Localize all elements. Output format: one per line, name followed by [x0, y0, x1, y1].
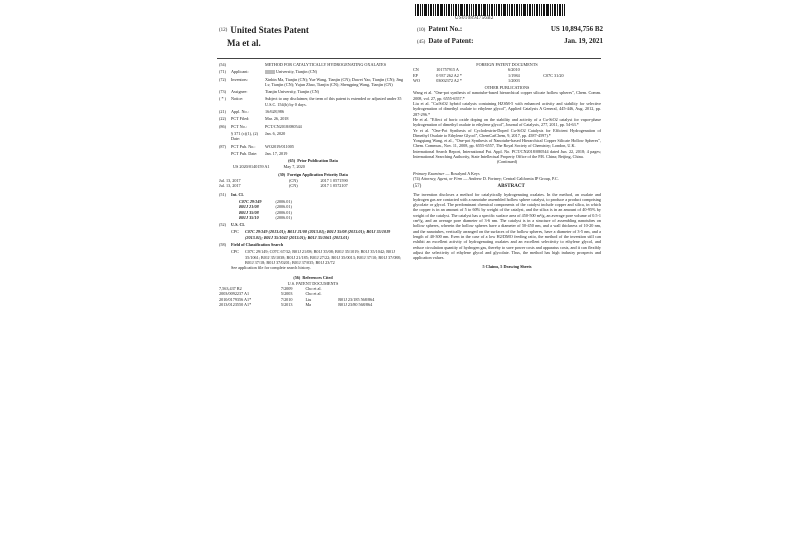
- foreign-doc-row: [413, 78, 601, 83]
- barcode-bar: [536, 4, 538, 16]
- field-key: PCT No.:: [231, 123, 247, 129]
- barcode-bar: [415, 4, 416, 16]
- field-value: [265, 69, 407, 74]
- foreign-doc-row-cell: 03002372 A2 *: [436, 77, 463, 83]
- priority-row-cell: (CN): [289, 183, 298, 189]
- barcode-bar: [514, 4, 515, 16]
- publication-item: Wang et al. "One-pot synthesis of nanotube-based hierarchical copper silicate hollow spheres", Chem. Comm. 2008, vol. 27, pp. 6555-6557.*: [413, 90, 601, 101]
- field-row: [219, 62, 407, 67]
- abstract-text: The invention discloses a method for catalytically hydrogenating oxalates. In the method, an oxalate and hydrogen gas are contacted with a nanotube assembled hollow sphere catalyst, to produce a product comprising glycolate or glycol. The predominant chemical components of the catalyst include copper and silica, in which the copper is in an amount of 5 to 60% by weight of the catalyst, and the silica is in an amount of 40-95% by weight of the catalyst. The catalyst has a specific surface area of 450-500 m²/g, an average pore volume of 0.5-1 cm³/g, and an average pore diameter of 3-6 nm. The catalyst is in a structure of assembling nanotubes on hollow spheres, wherein the hollow spheres have a diameter of 50-450 nm, and a wall thickness of 10-20 nm, and the nanotubes, vertically arranged on the surfaces of the hollow spheres, have a diameter of 3-5 nm, and a length of 40-300 nm. Even in the case of a low H2/DMO feeding ratio, the method of the invention still can exhibit an excellent activity of hydrogenating oxalates and an excellent selectivity to ethylene glycol, and reduce circulation quantity of hydrogen gas, thereby to save power costs and apparatus costs, and it can flexibly adjust the selectivity of ethylene glycol and glycolate. Thus, the method has high industry prospects and application values.: [413, 191, 601, 261]
- priority-row: [219, 183, 407, 188]
- field-value-text: Jan. 17, 2019: [265, 150, 288, 156]
- foreign-doc-row-cell: 6/2010: [508, 67, 520, 73]
- foreign-doc-row-cell: EP: [413, 72, 418, 78]
- barcode-bar: [529, 4, 531, 16]
- int-cl-row-cell: C07C 29/149: [239, 198, 262, 204]
- barcode-bar: [564, 4, 565, 16]
- field-key: [231, 62, 265, 67]
- us-cl-field: (52) U.S. Cl.: [219, 222, 245, 228]
- field-value: [265, 77, 407, 88]
- barcode-bar: [433, 4, 434, 16]
- us-cl-cpc: CPC C07C 29/149 (2013.01); B01J 21/08 (2013.01); B01J 35/08 (2013.01); B01J 35/1019 (2013.01); B01J 35/1042 (2013.01); B01J 35/1061 (2013.01): [231, 229, 391, 240]
- barcode-bar: [420, 4, 421, 16]
- barcode-bar: [503, 4, 506, 16]
- field-row: [219, 89, 407, 94]
- priority-row-cell: (CN): [289, 178, 298, 184]
- barcode-bar: [471, 4, 472, 16]
- other-pubs-list: [413, 90, 601, 159]
- barcode-bar: [541, 4, 542, 16]
- barcode-bar: [469, 4, 470, 16]
- field-value-text: Jan. 6, 2020: [265, 130, 286, 136]
- reference-row-cell: Ma: [305, 301, 312, 307]
- foreign-docs-title: FOREIGN PATENT DOCUMENTS: [476, 62, 538, 67]
- reference-row: [219, 302, 407, 307]
- field-key: Applicant:: [231, 69, 249, 75]
- barcode-bar: [448, 4, 450, 16]
- barcode-bar: [523, 4, 526, 16]
- field-key: PCT Pub. No.:: [231, 143, 256, 149]
- field-row: [219, 96, 407, 107]
- int-cl-row-cell: (2006.01): [275, 198, 292, 204]
- barcode-bar: [519, 4, 520, 16]
- barcode: [415, 4, 591, 16]
- field-key: Notice:: [231, 96, 244, 102]
- patent-date-line: (45) Date of Patent: Jan. 19, 2021: [417, 37, 603, 45]
- field-value: [265, 151, 407, 156]
- foreign-priority-table: [219, 178, 407, 189]
- barcode-bar: [466, 4, 468, 16]
- barcode-bar: [539, 4, 540, 16]
- barcode-bar: [444, 4, 445, 16]
- field-value: [265, 109, 407, 114]
- barcode-bar: [554, 4, 556, 16]
- int-cl-table: [239, 199, 294, 220]
- right-column: [413, 62, 601, 270]
- barcode-bar: [550, 4, 551, 16]
- bibliographic-fields: [219, 62, 407, 156]
- foreign-docs-table: [413, 67, 601, 83]
- field-search-field: (58) Field of Classification Search: [219, 242, 284, 248]
- barcode-bar: [487, 4, 488, 16]
- reference-row-cell: 7/2010: [280, 296, 293, 302]
- foreign-doc-row-cell: 0 937 262 A2 *: [436, 72, 463, 78]
- field-num: (73): [219, 89, 226, 95]
- barcode-bar: [521, 4, 522, 16]
- int-cl-row-cell: B01J 21/08: [239, 204, 259, 210]
- field-num: (72): [219, 76, 226, 82]
- reference-row-cell: 7,563,437 B2: [219, 286, 242, 292]
- field-row: [219, 151, 407, 156]
- foreign-priority-title: (30) Foreign Application Priority Data: [278, 171, 348, 177]
- barcode-bar: [428, 4, 429, 16]
- field-row: [219, 69, 407, 74]
- field-value: [265, 144, 407, 149]
- barcode-bar: [417, 4, 419, 16]
- field-value-text: Mar. 26, 2018: [265, 116, 289, 122]
- reference-row-cell: 2013/0123550 A1*: [219, 301, 252, 307]
- barcode-bar: [483, 4, 486, 16]
- reference-row-cell: B01J 23/185 568/864: [338, 296, 375, 302]
- barcode-bar: [422, 4, 423, 16]
- reference-row-cell: 2010/0179356 A1*: [219, 296, 252, 302]
- barcode-bar: [451, 4, 452, 16]
- int-cl-row-cell: B01J 35/08: [239, 209, 259, 215]
- reference-row-cell: 5/2003: [280, 291, 293, 297]
- field-value-text: PCT/CN2018/080544: [265, 123, 302, 129]
- barcode-bar: [498, 4, 500, 16]
- field-num: (87): [219, 143, 226, 149]
- patent-type-line: (12) United States Patent: [219, 25, 309, 35]
- references-table: [219, 286, 407, 307]
- barcode-bar: [455, 4, 457, 16]
- foreign-doc-row-cell: [543, 78, 601, 83]
- prior-pub-title: (65) Prior Publication Data: [288, 158, 338, 164]
- publication-item: Liu et al. "Cu/SiO2 hybrid catalysts containing HZSM-5 with enhanced activity and stability for selective hydrogenation of dimethyl oxalate to ethylene glycol", Applied Catalysis A General, 445-446, Aug. 2012, pp. 287-296.*: [413, 101, 601, 117]
- barcode-bar: [534, 4, 535, 16]
- publication-item: Ye et al. "One-Pot Synthesis of Cyclodextrin-Doped Cu-SiO2 Catalysts for Efficient Hydrogenation of Dimethyl Oxalate to Ethylene Glycol", ChemCatChem, 9, 2017, pp. 4587-4597).*: [413, 127, 601, 138]
- foreign-doc-row-cell: 1/1984: [508, 72, 520, 78]
- barcode-bar: [543, 4, 545, 16]
- barcode-bar: [507, 4, 508, 16]
- field-row: [219, 124, 407, 129]
- left-column: [219, 62, 407, 307]
- foreign-doc-row-cell: CN: [413, 67, 419, 73]
- barcode-bar: [481, 4, 482, 16]
- priority-row-cell: Jul. 13, 2017: [219, 183, 241, 189]
- field-value-text: WO2019/011005: [265, 143, 294, 149]
- barcode-bar: [424, 4, 427, 16]
- barcode-bar: [557, 4, 558, 16]
- field-key: Inventors:: [231, 76, 248, 82]
- field-value-text: Subject to any disclaimer, the term of this patent is extended or adjusted under 35 U.S.C. 154(b) by 0 days.: [265, 96, 402, 107]
- us-patent-docs-title: U.S. PATENT DOCUMENTS: [287, 280, 339, 286]
- field-key: § 371 (c)(1), (2) Date:: [231, 130, 258, 142]
- field-key: PCT Pub. Date:: [231, 150, 258, 156]
- patent-number-line: (10) Patent No.: US 10,894,756 B2: [417, 25, 603, 33]
- barcode-bar: [509, 4, 510, 16]
- field-num: (71): [219, 69, 226, 75]
- field-value: [265, 124, 407, 129]
- header-right: [417, 24, 603, 48]
- prior-pub-row: US 2020/0140159 A1 May 7, 2020: [233, 164, 305, 170]
- barcode-bar: [559, 4, 561, 16]
- barcode-bar: [430, 4, 432, 16]
- barcode-bar: [478, 4, 480, 16]
- inventor-short-line: Ma et al.: [227, 38, 261, 49]
- field-row: [219, 131, 407, 142]
- field-value: [265, 96, 407, 107]
- field-value-text: Xinbin Ma, Tianjin (CN); Yue Wang, Tianjin (CN); Dawei Yao, Tianjin (CN); Jing Lv, Tianjin (CN); Yujun Zhao, Tianjin (CN); Shengping Wang, Tianjin (CN): [265, 76, 404, 87]
- field-num: (21): [219, 109, 226, 115]
- continued-note: (Continued): [496, 159, 518, 165]
- barcode-bar: [446, 4, 447, 16]
- field-num: ( * ): [219, 96, 226, 102]
- barcode-bar: [527, 4, 528, 16]
- attorney: (74) Attorney, Agent, or Firm — Andrew D. Fortney; Central California IP Group, P.C.: [413, 175, 559, 181]
- reference-row-cell: Liu: [305, 296, 312, 302]
- field-value-text: METHOD FOR CATALYTICALLY HYDROGENATING OXALATES: [265, 62, 387, 67]
- barcode-bar: [458, 4, 459, 16]
- header-divider: [217, 58, 601, 59]
- primary-examiner: Primary Examiner — Rosalynd A Keys: [413, 170, 480, 176]
- abstract-title: (57) ABSTRACT: [413, 184, 525, 190]
- barcode-bar: [460, 4, 463, 16]
- barcode-bar: [473, 4, 474, 16]
- priority-row-cell: Jul. 13, 2017: [219, 178, 241, 184]
- barcode-bar: [494, 4, 495, 16]
- field-row: [219, 109, 407, 114]
- barcode-bar: [552, 4, 553, 16]
- int-cl-row-cell: (2006.01): [275, 204, 292, 210]
- barcode-bar: [546, 4, 549, 16]
- barcode-bar: [435, 4, 436, 16]
- other-pubs-title: OTHER PUBLICATIONS: [484, 85, 530, 91]
- field-key: PCT Filed:: [231, 116, 250, 122]
- barcode-bar: [489, 4, 490, 16]
- foreign-doc-row-cell: WO: [413, 77, 420, 83]
- foreign-doc-row-cell: 1/2003: [508, 77, 520, 83]
- field-value-text: 16/628,986: [265, 109, 284, 115]
- barcode-bar: [464, 4, 465, 16]
- publication-item: He et al. "Effect of boric oxide doping on the stability and activity of a Cu-SiO2 catalyst for vapor-phase hydrogenation of dimethyl oxalate to ethylene glycol", Journal of Catalysis, 277, 2011, pp. 54-63.*: [413, 116, 601, 128]
- field-value: [265, 89, 407, 94]
- reference-row-cell: 5/2013: [280, 301, 293, 307]
- field-num: [219, 131, 231, 142]
- field-value: [265, 131, 407, 142]
- barcode-bar: [491, 4, 493, 16]
- field-row: [219, 144, 407, 149]
- barcode-bar: [496, 4, 497, 16]
- field-value: [265, 116, 407, 121]
- field-value-text: Tianjin University, Tianjin (CN): [265, 89, 320, 95]
- field-value-text: University, Tianjin (CN): [276, 69, 318, 75]
- field-search-note: See application file for complete search history.: [231, 265, 311, 271]
- claims-footer: 5 Claims, 5 Drawing Sheets: [482, 264, 532, 270]
- priority-row-cell: 2017 1 0571590: [320, 178, 348, 184]
- reference-row-cell: B01J 23/80 568/864: [338, 301, 373, 307]
- priority-row-cell: 2017 1 0572107: [320, 183, 348, 189]
- field-search-cpc: CPC C07C 29/149; C07C 67/32; B01J 21/08; B01J 35/08; B01J 35/1019; B01J 35/1042; B01J 35/1061; B01J 35/1038; B01J 21/185; B01J 27/22; B01J 35/0013; B01J 37/10; B01J 37/088; B01J 37/18; B01J 37/0201; B01J 37/035; B01J 23/72: [231, 249, 401, 265]
- field-key: Assignee:: [231, 89, 248, 95]
- foreign-doc-row-cell: C07C 31/20: [543, 72, 564, 78]
- publication-item: International Search Report, International Pat. Appl. No. PCT/CN2018/080544 dated Jun. 22, 2018; 4 pages; International Searching Authority, State Intellectual Property Office of the P.R. China; Beijing, China.: [413, 148, 601, 160]
- field-num: [219, 151, 231, 156]
- barcode-bar: [511, 4, 513, 16]
- barcode-bar: [532, 4, 533, 16]
- patent-page: [215, 0, 603, 533]
- field-row: [219, 116, 407, 121]
- int-cl-row-cell: (2006.01): [275, 209, 292, 215]
- field-key: Appl. No.:: [231, 109, 249, 115]
- field-num: (54): [219, 62, 226, 67]
- foreign-doc-row-cell: 101757915 A: [436, 67, 459, 73]
- references-title: (56) References Cited: [293, 274, 333, 280]
- int-cl-row-cell: (2006.01): [275, 214, 292, 220]
- field-num: (22): [219, 116, 226, 122]
- barcode-bar: [501, 4, 502, 16]
- barcode-bar: [562, 4, 563, 16]
- int-cl-row: [239, 215, 294, 220]
- barcode-bar: [440, 4, 443, 16]
- field-row: [219, 77, 407, 88]
- reference-row-cell: 7/2009: [280, 286, 293, 292]
- redacted-text: [265, 70, 275, 74]
- barcode-bar: [453, 4, 454, 16]
- barcode-bar: [437, 4, 439, 16]
- publication-item: Yongqiang Wang, et al., "One-pot Synthesis of Nanotube-based Hierarchical Copper Silicate Hollow Spheres", Chem. Commun., Nov. 11, 2008, pp. 6555-6557, The Royal Society of Chemistry; London, U.K.: [413, 138, 601, 149]
- barcode-bar: [475, 4, 477, 16]
- field-num: (86): [219, 123, 226, 129]
- reference-row-cell: Cho et al.: [305, 286, 322, 292]
- reference-row-cell: 2003/0092237 A1: [219, 291, 250, 297]
- barcode-bar: [516, 4, 518, 16]
- int-cl-row-cell: B01J 35/10: [239, 214, 259, 220]
- reference-row-cell: Cho et al.: [305, 291, 322, 297]
- header-left: [219, 24, 409, 51]
- int-cl-field: (51) Int. Cl.: [219, 191, 244, 197]
- field-value: [265, 62, 407, 67]
- barcode-number: US010894756B2: [455, 16, 494, 21]
